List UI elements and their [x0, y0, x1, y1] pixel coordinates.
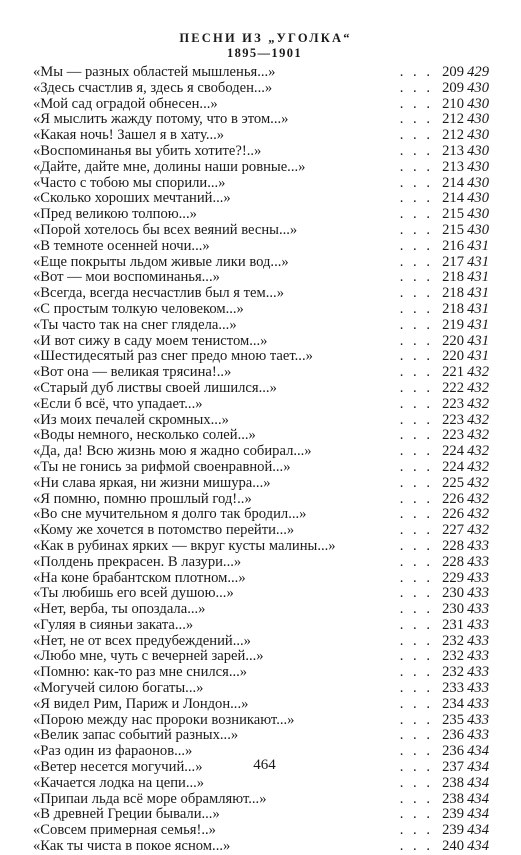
- entry-note-page: 433: [467, 695, 489, 712]
- entry-page: 217: [442, 253, 464, 270]
- entry-note-page: 433: [467, 585, 489, 602]
- entry-page: 239: [442, 822, 464, 839]
- dot-leader: . . .: [399, 95, 433, 112]
- dot-leader: . . .: [399, 427, 433, 444]
- contents-entry: [33, 602, 489, 618]
- entry-note-page: 432: [467, 411, 489, 428]
- contents-entry: [33, 97, 489, 113]
- entry-title: «В темноте осенней ночи...»: [33, 237, 210, 254]
- dot-leader: . . .: [399, 332, 433, 349]
- entry-note-page: 430: [467, 127, 489, 144]
- entry-title: «Порою между нас пророки возникают...»: [33, 711, 295, 728]
- dot-leader: . . .: [399, 348, 433, 365]
- entry-title: «Припаи льда всё море обрамляют...»: [33, 790, 267, 807]
- entry-title: «Ветер несется могучий...»: [33, 759, 203, 776]
- entry-page: 225: [442, 474, 464, 491]
- dot-leader: . . .: [399, 774, 433, 791]
- entry-page: 240: [442, 838, 464, 855]
- dot-leader: . . .: [399, 174, 433, 191]
- entry-note-page: 433: [467, 569, 489, 586]
- contents-entry: [33, 728, 489, 744]
- entry-page: 212: [442, 127, 464, 144]
- entry-page: 227: [442, 522, 464, 539]
- entry-page: 213: [442, 158, 464, 175]
- entry-note-page: 431: [467, 316, 489, 333]
- entry-note-page: 432: [467, 427, 489, 444]
- entry-note-page: 432: [467, 395, 489, 412]
- entry-note-page: 433: [467, 680, 489, 697]
- contents-entry: [33, 539, 489, 555]
- entry-page: 232: [442, 632, 464, 649]
- contents-entry: [33, 255, 489, 271]
- entry-note-page: 432: [467, 506, 489, 523]
- entry-page: 234: [442, 695, 464, 712]
- entry-page: 220: [442, 348, 464, 365]
- contents-entry: [33, 191, 489, 207]
- entry-note-page: 433: [467, 711, 489, 728]
- entry-page: 228: [442, 537, 464, 554]
- entry-note-page: 433: [467, 664, 489, 681]
- contents-entry: [33, 586, 489, 602]
- entry-note-page: 431: [467, 332, 489, 349]
- contents-list: [33, 65, 489, 855]
- entry-page: 220: [442, 332, 464, 349]
- entry-page: 239: [442, 806, 464, 823]
- entry-note-page: 433: [467, 727, 489, 744]
- contents-entry: [33, 776, 489, 792]
- entry-title: «Ты любишь его всей душою...»: [33, 585, 234, 602]
- entry-title: «Велик запас событий разных...»: [33, 727, 239, 744]
- entry-note-page: 430: [467, 142, 489, 159]
- entry-title: «Воды немного, несколько солей...»: [33, 427, 256, 444]
- contents-entry: [33, 381, 489, 397]
- entry-note-page: 433: [467, 616, 489, 633]
- contents-entry: [33, 112, 489, 128]
- contents-entry: [33, 270, 489, 286]
- contents-entry: [33, 239, 489, 255]
- entry-page: 230: [442, 601, 464, 618]
- dot-leader: . . .: [399, 838, 433, 855]
- entry-title: «Раз один из фараонов...»: [33, 743, 193, 760]
- dot-leader: . . .: [399, 743, 433, 760]
- entry-title: «Еще покрыты льдом живые лики вод...»: [33, 253, 289, 270]
- dot-leader: . . .: [399, 158, 433, 175]
- page-number: 464: [253, 757, 276, 773]
- dot-leader: . . .: [399, 759, 433, 776]
- dot-leader: . . .: [399, 79, 433, 96]
- entry-title: «Мы — разных областей мышленья...»: [33, 64, 276, 80]
- entry-page: 232: [442, 664, 464, 681]
- entry-note-page: 434: [467, 790, 489, 807]
- dot-leader: . . .: [399, 443, 433, 460]
- dot-leader: . . .: [399, 111, 433, 128]
- entry-page: 236: [442, 727, 464, 744]
- entry-page: 213: [442, 142, 464, 159]
- entry-note-page: 432: [467, 474, 489, 491]
- dot-leader: . . .: [399, 237, 433, 254]
- dot-leader: . . .: [399, 490, 433, 507]
- entry-title: «Вот — мои воспоминанья...»: [33, 269, 220, 286]
- entry-title: «Любо мне, чуть с вечерней зарей...»: [33, 648, 264, 665]
- entry-note-page: 432: [467, 522, 489, 539]
- entry-page: 223: [442, 395, 464, 412]
- entry-note-page: 430: [467, 221, 489, 238]
- entry-page: 215: [442, 206, 464, 223]
- entry-note-page: 432: [467, 379, 489, 396]
- entry-title: «Во сне мучительном я долго так бродил...»: [33, 506, 307, 523]
- dot-leader: . . .: [399, 632, 433, 649]
- entry-page: 219: [442, 316, 464, 333]
- dot-leader: . . .: [399, 64, 433, 80]
- entry-note-page: 434: [467, 838, 489, 855]
- dot-leader: . . .: [399, 790, 433, 807]
- dot-leader: . . .: [399, 664, 433, 681]
- entry-title: «Мой сад оградой обнесен...»: [33, 95, 218, 112]
- entry-title: «Я видел Рим, Париж и Лондон...»: [33, 695, 249, 712]
- contents-entry: [33, 160, 489, 176]
- entry-page: 209: [442, 79, 464, 96]
- contents-entry: [33, 444, 489, 460]
- contents-entry: [33, 286, 489, 302]
- entry-title: «Здесь счастлив я, здесь я свободен...»: [33, 79, 273, 96]
- dot-leader: . . .: [399, 221, 433, 238]
- dot-leader: . . .: [399, 395, 433, 412]
- entry-note-page: 433: [467, 553, 489, 570]
- entry-page: 236: [442, 743, 464, 760]
- entry-note-page: 433: [467, 537, 489, 554]
- entry-note-page: 432: [467, 364, 489, 381]
- entry-note-page: 434: [467, 759, 489, 776]
- entry-page: 229: [442, 569, 464, 586]
- contents-entry: [33, 697, 489, 713]
- entry-title: «Если б всё, что упадает...»: [33, 395, 203, 412]
- entry-title: «Пред великою толпою...»: [33, 206, 197, 223]
- contents-entry: [33, 144, 489, 160]
- dot-leader: . . .: [399, 553, 433, 570]
- entry-note-page: 430: [467, 95, 489, 112]
- entry-title: «Помню: как-то раз мне снился...»: [33, 664, 248, 681]
- entry-page: 224: [442, 458, 464, 475]
- entry-note-page: 430: [467, 190, 489, 207]
- entry-note-page: 431: [467, 300, 489, 317]
- entry-note-page: 434: [467, 774, 489, 791]
- entry-note-page: 432: [467, 490, 489, 507]
- dot-leader: . . .: [399, 206, 433, 223]
- section-title: ПЕСНИ ИЗ „УГОЛКА“: [179, 31, 352, 45]
- entry-title: «Ты часто так на снег глядела...»: [33, 316, 237, 333]
- dot-leader: . . .: [399, 269, 433, 286]
- entry-page: 209: [442, 64, 464, 80]
- entry-note-page: 431: [467, 253, 489, 270]
- contents-entry: [33, 571, 489, 587]
- entry-title: «Воспоминанья вы убить хотите?!..»: [33, 142, 262, 159]
- entry-note-page: 433: [467, 632, 489, 649]
- dot-leader: . . .: [399, 364, 433, 381]
- entry-title: «Порой хотелось бы всех веяний весны...»: [33, 221, 298, 238]
- entry-page: 226: [442, 506, 464, 523]
- entry-note-page: 432: [467, 458, 489, 475]
- entry-title: «Часто с тобою мы спорили...»: [33, 174, 226, 191]
- contents-entry: [33, 507, 489, 523]
- dot-leader: . . .: [399, 522, 433, 539]
- entry-title: «Нет, верба, ты опоздала...»: [33, 601, 206, 618]
- contents-entry: [33, 713, 489, 729]
- contents-entry: [33, 807, 489, 823]
- entry-page: 235: [442, 711, 464, 728]
- dot-leader: . . .: [399, 648, 433, 665]
- dot-leader: . . .: [399, 285, 433, 302]
- entry-page: 218: [442, 300, 464, 317]
- entry-title: «Шестидесятый раз снег предо мною тает...»: [33, 348, 313, 365]
- dot-leader: . . .: [399, 253, 433, 270]
- entry-note-page: 432: [467, 443, 489, 460]
- entry-page: 218: [442, 269, 464, 286]
- section-years: 1895—1901: [226, 46, 303, 60]
- entry-title: «Сколько хороших мечтаний...»: [33, 190, 231, 207]
- entry-title: «Вот она — великая трясина!..»: [33, 364, 232, 381]
- entry-note-page: 431: [467, 269, 489, 286]
- entry-title: «Дайте, дайте мне, долины наши ровные...»: [33, 158, 306, 175]
- entry-note-page: 431: [467, 237, 489, 254]
- contents-entry: [33, 476, 489, 492]
- entry-note-page: 431: [467, 348, 489, 365]
- entry-title: «Какая ночь! Зашел я в хату...»: [33, 127, 225, 144]
- dot-leader: . . .: [399, 474, 433, 491]
- entry-title: «Всегда, всегда несчастлив был я тем...»: [33, 285, 285, 302]
- entry-note-page: 434: [467, 743, 489, 760]
- contents-entry: [33, 492, 489, 508]
- entry-note-page: 430: [467, 158, 489, 175]
- dot-leader: . . .: [399, 127, 433, 144]
- entry-page: 224: [442, 443, 464, 460]
- contents-entry: [33, 839, 489, 855]
- entry-page: 214: [442, 190, 464, 207]
- contents-entry: [33, 649, 489, 665]
- contents-entry: [33, 81, 489, 97]
- entry-note-page: 434: [467, 806, 489, 823]
- contents-entry: [33, 302, 489, 318]
- entry-page: 222: [442, 379, 464, 396]
- entry-page: 233: [442, 680, 464, 697]
- entry-title: «Я помню, помню прошлый год!..»: [33, 490, 252, 507]
- dot-leader: . . .: [399, 316, 433, 333]
- dot-leader: . . .: [399, 190, 433, 207]
- contents-entry: [33, 334, 489, 350]
- entry-note-page: 430: [467, 111, 489, 128]
- entry-page: 237: [442, 759, 464, 776]
- contents-entry: [33, 365, 489, 381]
- contents-entry: [33, 665, 489, 681]
- dot-leader: . . .: [399, 411, 433, 428]
- dot-leader: . . .: [399, 695, 433, 712]
- contents-entry: [33, 634, 489, 650]
- contents-entry: [33, 223, 489, 239]
- entry-title: «Да, да! Всю жизнь мою я жадно собирал...»: [33, 443, 312, 460]
- entry-page: 221: [442, 364, 464, 381]
- contents-entry: [33, 413, 489, 429]
- entry-title: «Ты не гонись за рифмой своенравной...»: [33, 458, 291, 475]
- entry-page: 212: [442, 111, 464, 128]
- entry-title: «Могучей силою богаты...»: [33, 680, 204, 697]
- entry-note-page: 430: [467, 174, 489, 191]
- entry-title: «Гуляя в сияньи заката...»: [33, 616, 194, 633]
- entry-page: 230: [442, 585, 464, 602]
- entry-note-page: 430: [467, 79, 489, 96]
- entry-title: «Старый дуб листвы своей лишился...»: [33, 379, 277, 396]
- entry-title: «На коне брабантском плотном...»: [33, 569, 246, 586]
- contents-entry: [33, 681, 489, 697]
- dot-leader: . . .: [399, 727, 433, 744]
- contents-entry: [33, 618, 489, 634]
- entry-title: «Как в рубинах ярких — вкруг кусты малины...»: [33, 537, 336, 554]
- entry-title: «Качается лодка на цепи...»: [33, 774, 205, 791]
- dot-leader: . . .: [399, 537, 433, 554]
- entry-page: 226: [442, 490, 464, 507]
- entry-page: 231: [442, 616, 464, 633]
- dot-leader: . . .: [399, 822, 433, 839]
- dot-leader: . . .: [399, 711, 433, 728]
- dot-leader: . . .: [399, 680, 433, 697]
- contents-entry: [33, 397, 489, 413]
- dot-leader: . . .: [399, 379, 433, 396]
- dot-leader: . . .: [399, 569, 433, 586]
- entry-page: 223: [442, 427, 464, 444]
- dot-leader: . . .: [399, 142, 433, 159]
- entry-page: 238: [442, 774, 464, 791]
- dot-leader: . . .: [399, 585, 433, 602]
- dot-leader: . . .: [399, 806, 433, 823]
- entry-title: «В древней Греции бывали...»: [33, 806, 220, 823]
- dot-leader: . . .: [399, 300, 433, 317]
- entry-title: «Полдень прекрасен. В лазури...»: [33, 553, 242, 570]
- entry-title: «И вот сижу в саду моем тенистом...»: [33, 332, 268, 349]
- entry-title: «Совсем примерная семья!..»: [33, 822, 216, 839]
- contents-entry: [33, 128, 489, 144]
- entry-note-page: 434: [467, 822, 489, 839]
- entry-note-page: 429: [467, 64, 489, 80]
- entry-note-page: 433: [467, 648, 489, 665]
- entry-page: 210: [442, 95, 464, 112]
- entry-page: 223: [442, 411, 464, 428]
- entry-page: 216: [442, 237, 464, 254]
- entry-title: «Как ты чиста в покое ясном...»: [33, 838, 231, 855]
- entry-page: 214: [442, 174, 464, 191]
- entry-title: «Ни слава яркая, ни жизни мишура...»: [33, 474, 271, 491]
- entry-title: «Нет, не от всех предубеждений...»: [33, 632, 251, 649]
- entry-page: 238: [442, 790, 464, 807]
- contents-entry: [33, 823, 489, 839]
- contents-entry: [33, 523, 489, 539]
- entry-page: 232: [442, 648, 464, 665]
- entry-note-page: 433: [467, 601, 489, 618]
- entry-title: «Кому же хочется в потомство перейти...»: [33, 522, 295, 539]
- entry-title: «С простым толкую человеком...»: [33, 300, 244, 317]
- contents-entry: [33, 318, 489, 334]
- entry-title: «Из моих печалей скромных...»: [33, 411, 229, 428]
- entry-page: 215: [442, 221, 464, 238]
- contents-entry: [33, 349, 489, 365]
- contents-entry: [33, 555, 489, 571]
- contents-entry: [33, 65, 489, 81]
- entry-note-page: 431: [467, 285, 489, 302]
- entry-note-page: 430: [467, 206, 489, 223]
- contents-entry: [33, 207, 489, 223]
- entry-page: 228: [442, 553, 464, 570]
- dot-leader: . . .: [399, 601, 433, 618]
- contents-entry: [33, 428, 489, 444]
- dot-leader: . . .: [399, 506, 433, 523]
- entry-title: «Я мыслить жажду потому, что в этом...»: [33, 111, 289, 128]
- contents-entry: [33, 176, 489, 192]
- entry-page: 218: [442, 285, 464, 302]
- dot-leader: . . .: [399, 458, 433, 475]
- dot-leader: . . .: [399, 616, 433, 633]
- contents-entry: [33, 460, 489, 476]
